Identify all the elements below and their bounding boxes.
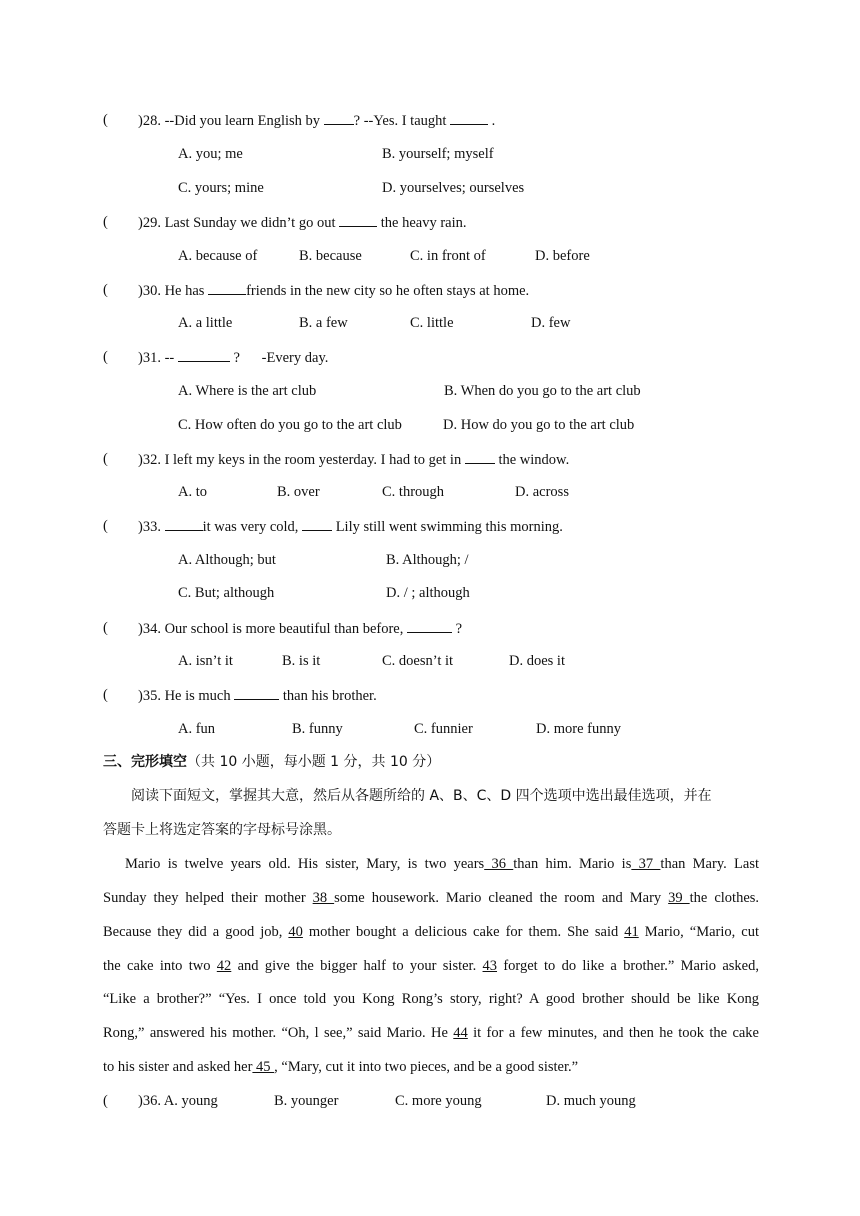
option-a: A. Where is the art club xyxy=(178,383,317,399)
option-c: C. through xyxy=(382,484,445,500)
answer-paren: ( xyxy=(103,282,108,298)
answer-blank xyxy=(407,618,452,633)
answer-blank xyxy=(302,516,332,531)
option-d: D. few xyxy=(531,315,571,331)
answer-paren: ( xyxy=(103,349,108,365)
option-c: C. yours; mine xyxy=(178,180,264,196)
question-text: )31. -- ? -Every day. xyxy=(138,347,328,368)
option-d: D. does it xyxy=(509,653,565,669)
option-a: A. to xyxy=(178,484,207,500)
passage-line: to his sister and asked her 45 , “Mary, cut it into two pieces, and be a good sister.” xyxy=(103,1059,579,1075)
answer-blank xyxy=(450,110,488,125)
answer-paren: ( xyxy=(103,1093,108,1109)
option-c: C. more young xyxy=(395,1093,482,1109)
option-d: D. / ; although xyxy=(386,585,470,601)
option-b: B. is it xyxy=(282,653,321,669)
option-c: C. But; although xyxy=(178,585,275,601)
option-b: B. a few xyxy=(299,315,348,331)
blank-40: 40 xyxy=(288,924,303,940)
option-a: A. isn’t it xyxy=(178,653,233,669)
option-b: B. because xyxy=(299,248,362,264)
blank-42: 42 xyxy=(216,958,232,974)
option-d: D. How do you go to the art club xyxy=(443,417,635,433)
option-a: A. a little xyxy=(178,315,233,331)
question-text: )30. He has friends in the new city so he often stays at home. xyxy=(138,280,529,301)
option-a: A. because of xyxy=(178,248,258,264)
section-instruction: 阅读下面短文，掌握其大意，然后从各题所给的 A、B、C、D 四个选项中选出最佳选项，并在 xyxy=(131,788,712,804)
question-text: )36. A. young xyxy=(138,1093,218,1109)
answer-paren: ( xyxy=(103,518,108,534)
answer-blank xyxy=(465,449,495,464)
option-d: D. yourselves; ourselves xyxy=(382,180,525,196)
answer-paren: ( xyxy=(103,687,108,703)
option-b: B. yourself; myself xyxy=(382,146,494,162)
blank-38: 38 xyxy=(312,890,335,906)
option-d: D. more funny xyxy=(536,721,621,737)
option-d: D. much young xyxy=(546,1093,636,1109)
passage-line: Sunday they helped their mother 38 some housework. Mario cleaned the room and Mary 39 the clothes. xyxy=(103,890,760,906)
option-c: C. little xyxy=(410,315,454,331)
option-b: B. funny xyxy=(292,721,343,737)
option-c: C. in front of xyxy=(410,248,486,264)
option-d: D. across xyxy=(515,484,569,500)
question-text: )29. Last Sunday we didn’t go out the heavy rain. xyxy=(138,212,467,233)
blank-37: 37 xyxy=(631,856,661,872)
passage-line: the cake into two 42 and give the bigger half to your sister. 43 forget to do like a brother.” Mario asked, xyxy=(103,958,759,974)
answer-paren: ( xyxy=(103,620,108,636)
section-title: 三、完形填空 xyxy=(103,754,187,770)
blank-39: 39 xyxy=(668,890,690,906)
answer-blank xyxy=(339,212,377,227)
section-note: （共 10 小题，每小题 1 分，共 10 分） xyxy=(187,754,441,770)
option-b: B. over xyxy=(277,484,320,500)
answer-blank xyxy=(324,110,354,125)
section-heading xyxy=(103,752,440,772)
answer-blank xyxy=(178,347,230,362)
option-a: A. fun xyxy=(178,721,216,737)
blank-43: 43 xyxy=(482,958,498,974)
option-b: B. When do you go to the art club xyxy=(444,383,641,399)
question-text: )35. He is much than his brother. xyxy=(138,685,377,706)
answer-blank xyxy=(208,280,246,295)
passage-line: Because they did a good job, 40 mother bought a delicious cake for them. She said 41 Mario, “Mario, cut xyxy=(103,924,759,940)
blank-45: 45 xyxy=(252,1059,275,1075)
question-text: )34. Our school is more beautiful than before, ? xyxy=(138,618,462,639)
answer-blank xyxy=(234,685,279,700)
blank-41: 41 xyxy=(624,924,639,940)
passage-line: Rong,” answered his mother. “Oh, l see,” said Mario. He 44 it for a few minutes, and then he took the cake xyxy=(103,1025,759,1041)
answer-blank xyxy=(165,516,203,531)
option-c: C. How often do you go to the art club xyxy=(178,417,402,433)
answer-paren: ( xyxy=(103,214,108,230)
option-c: C. funnier xyxy=(414,721,473,737)
option-b: B. Although; / xyxy=(386,552,469,568)
option-c: C. doesn’t it xyxy=(382,653,454,669)
passage-line: “Like a brother?” “Yes. I once told you Kong Rong’s story, right? A good brother should be like Kong xyxy=(103,991,759,1007)
blank-36: 36 xyxy=(484,856,514,872)
blank-44: 44 xyxy=(453,1025,468,1041)
question-text: )33. it was very cold, Lily still went swimming this morning. xyxy=(138,516,563,537)
question-text: )28. --Did you learn English by ? --Yes. I taught . xyxy=(138,110,495,131)
answer-paren: ( xyxy=(103,112,108,128)
answer-paren: ( xyxy=(103,451,108,467)
option-a: A. you; me xyxy=(178,146,243,162)
section-instruction-cont: 答题卡上将选定答案的字母标号涂黑。 xyxy=(103,822,341,838)
option-d: D. before xyxy=(535,248,590,264)
passage-line: Mario is twelve years old. His sister, Mary, is two years 36 than him. Mario is 37 than Mary. Last xyxy=(125,856,759,872)
option-a: A. Although; but xyxy=(178,552,276,568)
option-b: B. younger xyxy=(274,1093,339,1109)
question-text: )32. I left my keys in the room yesterday. I had to get in the window. xyxy=(138,449,569,470)
